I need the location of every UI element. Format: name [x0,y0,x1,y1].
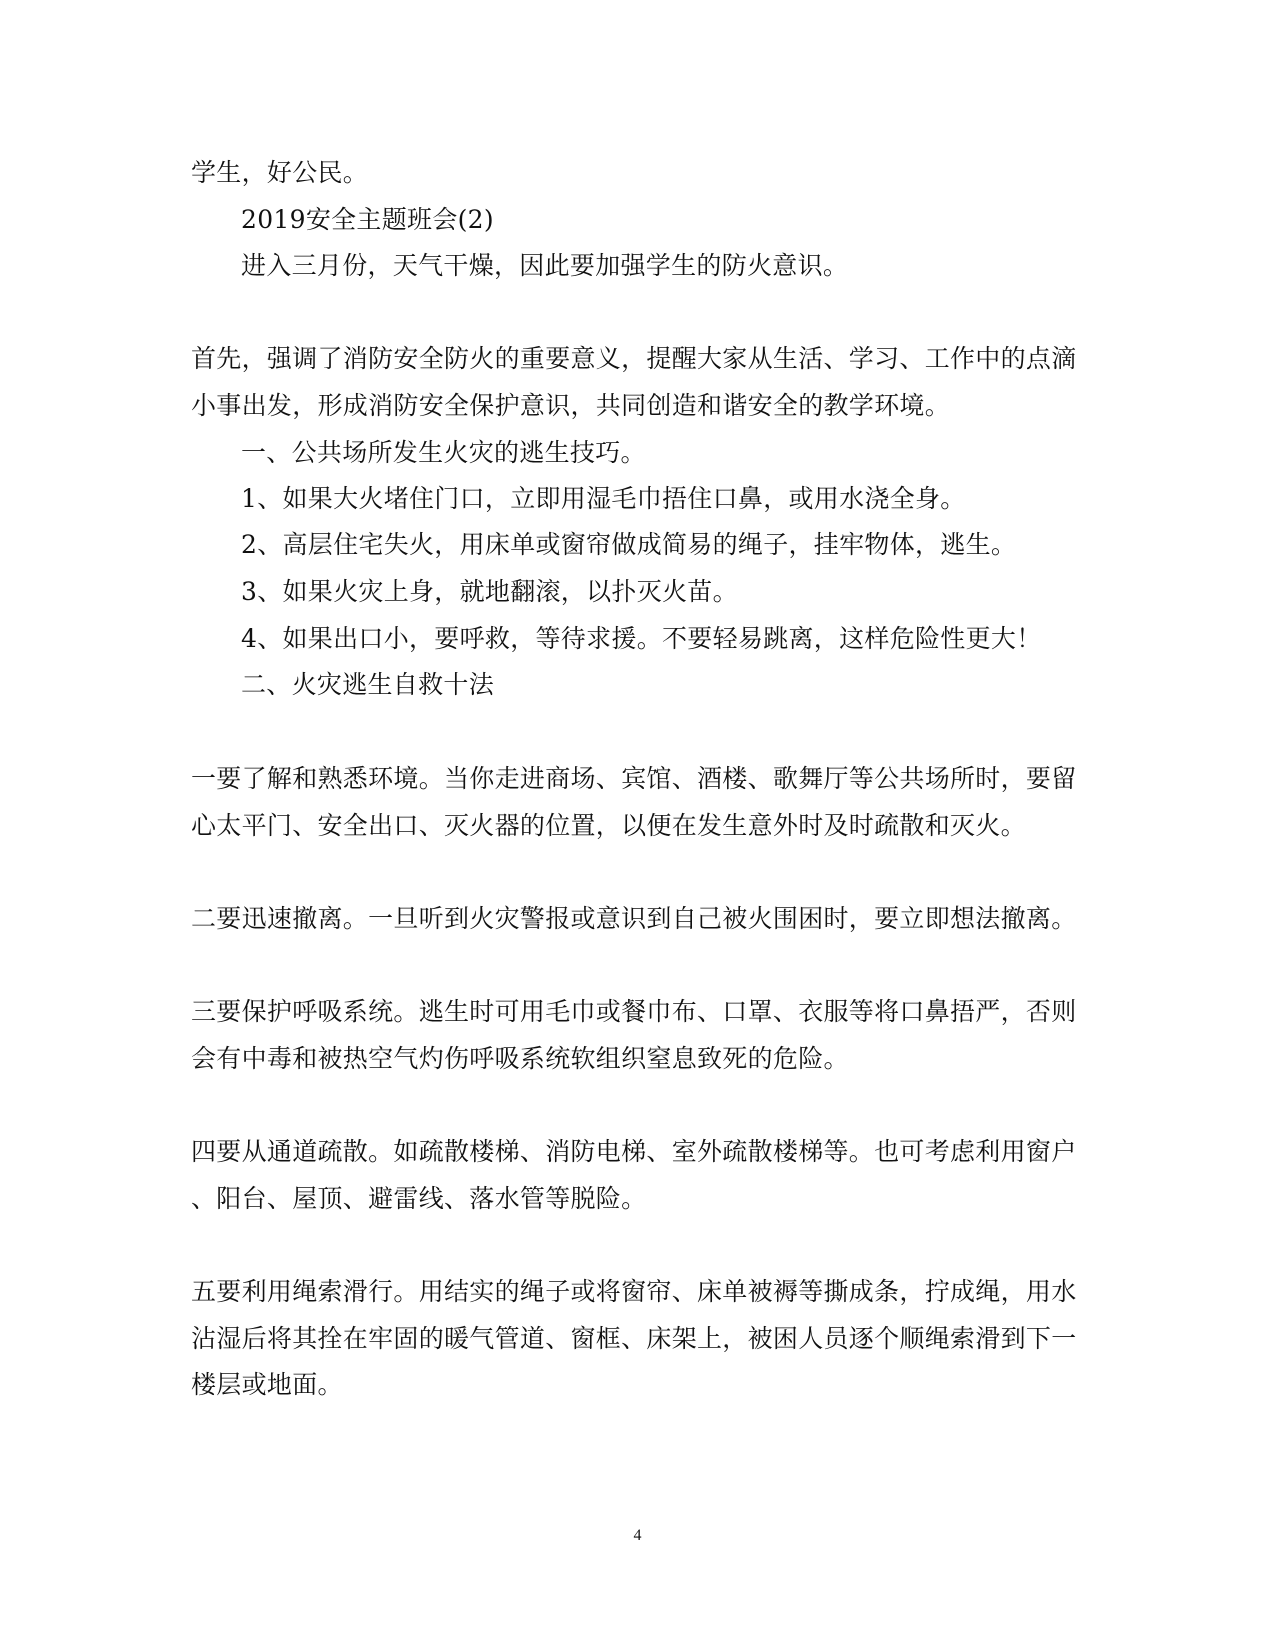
list-item: 3、如果火灾上身，就地翻滚，以扑灭火苗。 [241,577,738,606]
paragraph-line: 楼层或地面。 [191,1370,343,1399]
paragraph-line: 心太平门、安全出口、灭火器的位置，以便在发生意外时及时疏散和灭火。 [191,811,1026,840]
page-number: 4 [633,1527,642,1544]
paragraph-line: 会有中毒和被热空气灼伤呼吸系统软组织窒息致死的危险。 [191,1044,849,1073]
paragraph-line: 学生，好公民。 [191,158,369,187]
paragraph-line: 五要利用绳索滑行。用结实的绳子或将窗帘、床单被褥等撕成条，拧成绳，用水 [191,1277,1077,1306]
section-heading: 二、火灾逃生自救十法 [241,670,495,699]
list-item: 4、如果出口小，要呼救，等待求援。不要轻易跳离，这样危险性更大！ [241,624,1042,653]
paragraph-line: 三要保护呼吸系统。逃生时可用毛巾或餐巾布、口罩、衣服等将口鼻捂严，否则 [191,997,1077,1026]
paragraph-line: 小事出发，形成消防安全保护意识，共同创造和谐安全的教学环境。 [191,391,951,420]
section-heading: 一、公共场所发生火灾的逃生技巧。 [241,438,646,467]
paragraph-line: 、阳台、屋顶、避雷线、落水管等脱险。 [191,1184,647,1213]
paragraph-line: 沾湿后将其拴在牢固的暖气管道、窗框、床架上，被困人员逐个顺绳索滑到下一 [191,1324,1077,1353]
paragraph-line: 四要从通道疏散。如疏散楼梯、消防电梯、室外疏散楼梯等。也可考虑利用窗户 [191,1137,1077,1166]
list-item: 2、高层住宅失火，用床单或窗帘做成简易的绳子，挂牢物体，逃生。 [241,530,1017,559]
list-item: 1、如果大火堵住门口，立即用湿毛巾捂住口鼻，或用水浇全身。 [241,484,966,513]
paragraph-line: 一要了解和熟悉环境。当你走进商场、宾馆、酒楼、歌舞厅等公共场所时，要留 [191,764,1077,793]
paragraph-line: 二要迅速撤离。一旦听到火灾警报或意识到自己被火围困时，要立即想法撤离。 [191,904,1077,933]
section-title: 2019安全主题班会(2) [241,205,494,234]
paragraph-line: 首先，强调了消防安全防火的重要意义，提醒大家从生活、学习、工作中的点滴 [191,344,1077,373]
paragraph-line: 进入三月份，天气干燥，因此要加强学生的防火意识。 [241,251,849,280]
